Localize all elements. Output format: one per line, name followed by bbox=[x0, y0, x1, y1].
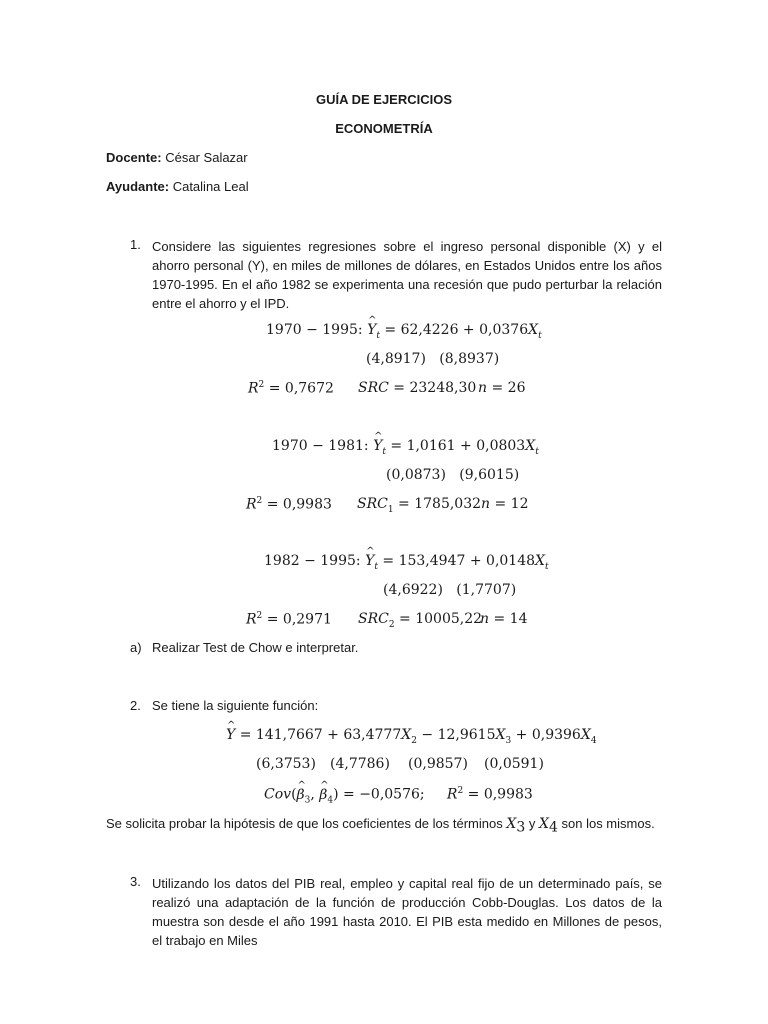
assistant-name: Catalina Leal bbox=[172, 179, 249, 194]
regression-3-intercept: 153,4947 bbox=[398, 553, 466, 569]
exercise-1a-label: a) bbox=[130, 640, 142, 655]
regression-1-intercept: 62,4226 bbox=[400, 322, 459, 338]
exercise-2-number: 2. bbox=[130, 698, 141, 713]
regression-2-n-value: 12 bbox=[510, 496, 529, 512]
question-before: Se solicita probar la hipótesis de que los coeficientes de los términos bbox=[106, 816, 503, 831]
regression-3-period: 1982 − 1995: bbox=[264, 553, 361, 569]
regression-2-se-slope: (9,6015) bbox=[459, 467, 520, 483]
exercise-1-number: 1. bbox=[130, 237, 141, 252]
regression-1-r2-value: 0,7672 bbox=[284, 380, 334, 397]
assistant-label: Ayudante: bbox=[106, 179, 170, 194]
exercise-2-se-4: (0,0591) bbox=[484, 756, 544, 772]
regression-3-slope: 0,0148 bbox=[486, 553, 536, 569]
regression-2-intercept: 1,0161 bbox=[406, 438, 456, 454]
exercise-1-text: Considere las siguientes regresiones sobre el ingreso personal disponible (X) y el ahorro personal (Y), en miles de millones de dólares, en Estados Unidos entre los años 1970-1995. En el año 1982 se experimenta una recesión que pudo perturbar la relación entre el ahorro y el IPD. bbox=[152, 239, 662, 311]
covariance-value: −0,0576; bbox=[359, 786, 425, 803]
regression-3-se-slope: (1,7707) bbox=[456, 582, 517, 598]
question-after: son los mismos. bbox=[561, 816, 655, 831]
regression-2-src-sub: 1 bbox=[387, 504, 394, 515]
regression-2-r2: $R^2 = 0,9983$ bbox=[246, 496, 332, 513]
regression-3-n-value: 14 bbox=[509, 611, 528, 627]
regression-3-r2-value: 0,2971 bbox=[282, 611, 332, 628]
coef-b4: 0,9396 bbox=[531, 727, 581, 743]
regression-3-src-label: SRC bbox=[358, 611, 389, 627]
coef-b2: 63,4777 bbox=[343, 727, 402, 743]
regression-3-src-value: 10005,22 bbox=[415, 611, 483, 627]
regression-3-n: n = 14 bbox=[480, 611, 528, 627]
regression-1-n-value: 26 bbox=[507, 380, 526, 396]
exercise-2-covariance: Cov(^ $\beta_3$, ^ $\beta_4) = -0,0576$; $R^2 = 0,9983$ bbox=[264, 786, 533, 805]
regression-3-equation: 1982 − 1995: ^ $Y_t = 153,4947 + 0,0148X_t$ bbox=[264, 553, 549, 572]
coef-b0: 141,7667 bbox=[255, 727, 323, 743]
exercise-2-r2-value: 0,9983 bbox=[483, 786, 533, 803]
exercise-1a-text: Realizar Test de Chow e interpretar. bbox=[152, 640, 359, 655]
regression-2-se-intercept: (0,0873) bbox=[386, 467, 446, 483]
regression-3-src-sub: 2 bbox=[388, 619, 395, 630]
exercise-2-se-1: (6,3753) bbox=[256, 756, 316, 772]
teacher-name: César Salazar bbox=[165, 150, 248, 165]
regression-1-se-intercept: (4,8917) bbox=[366, 351, 426, 367]
regression-2-standard-errors bbox=[386, 467, 519, 483]
regression-1-se-slope: (8,8937) bbox=[439, 351, 500, 367]
teacher-label: Docente: bbox=[106, 150, 162, 165]
regression-1-slope: 0,0376 bbox=[479, 322, 529, 338]
exercise-2-se-3: (0,9857) bbox=[408, 756, 468, 772]
question-mid: y bbox=[528, 816, 536, 831]
exercise-2-equation: ^ $Y = 141,7667 + 63,4777X_2 - 12,9615X_3 + 0,9396X_4$ bbox=[226, 727, 597, 746]
regression-2-slope: 0,0803 bbox=[476, 438, 526, 454]
regression-1-r2: $R^2 = 0,7672$ bbox=[248, 380, 334, 397]
exercise-2-text: Se tiene la siguiente función: bbox=[152, 698, 319, 713]
regression-2-src-value: 1785,032 bbox=[414, 496, 482, 512]
regression-3-se-intercept: (4,6922) bbox=[383, 582, 443, 598]
regression-1-src-value: 23248,30 bbox=[409, 380, 477, 396]
document-title: GUÍA DE EJERCICIOS bbox=[315, 92, 453, 107]
teacher-line bbox=[106, 150, 248, 165]
regression-2-src: $SRC_1 = 1785,032$ bbox=[357, 496, 482, 515]
regression-3-standard-errors bbox=[383, 582, 516, 598]
exercise-2-se-2: (4,7786) bbox=[330, 756, 390, 772]
regression-1-n: n = 26 bbox=[478, 380, 526, 396]
regression-1-period: 1970 − 1995: bbox=[266, 322, 363, 338]
exercise-2-question: Se solicita probar la hipótesis de que los coeficientes de los términos $X_3$ y $X_4$ son los mismos. bbox=[106, 816, 655, 836]
regression-1-equation: 1970 − 1995: ^ $Y_t = 62,4226 + 0,0376X_t$ bbox=[266, 322, 542, 341]
regression-3-src: $SRC_2 = 10005,22$ bbox=[358, 611, 483, 630]
regression-2-src-label: SRC bbox=[357, 496, 388, 512]
regression-1-src: SRC = 23248,30 bbox=[358, 380, 477, 396]
regression-2-period: 1970 − 1981: bbox=[272, 438, 369, 454]
regression-2-equation: 1970 − 1981: ^ $Y_t = 1,0161 + 0,0803X_t$ bbox=[272, 438, 539, 457]
regression-1-standard-errors bbox=[366, 351, 499, 367]
regression-1-src-label: SRC bbox=[358, 380, 389, 396]
document-subject: ECONOMETRÍA bbox=[335, 121, 433, 136]
coef-b3: 12,9615 bbox=[437, 727, 496, 743]
assistant-line bbox=[106, 179, 249, 194]
regression-2-n: n = 12 bbox=[481, 496, 529, 512]
exercise-3-number: 3. bbox=[130, 874, 141, 889]
regression-2-r2-value: 0,9983 bbox=[282, 496, 332, 513]
regression-3-r2: $R^2 = 0,2971$ bbox=[246, 611, 332, 628]
exercise-3-text: Utilizando los datos del PIB real, empleo y capital real fijo de un determinado país, se realizó una adaptación de la función de producción Cobb-Douglas. Los datos de la muestra son desde el año 1991 hasta 2010. El PIB esta medido en Millones de pesos, el trabajo en Miles bbox=[152, 876, 662, 948]
